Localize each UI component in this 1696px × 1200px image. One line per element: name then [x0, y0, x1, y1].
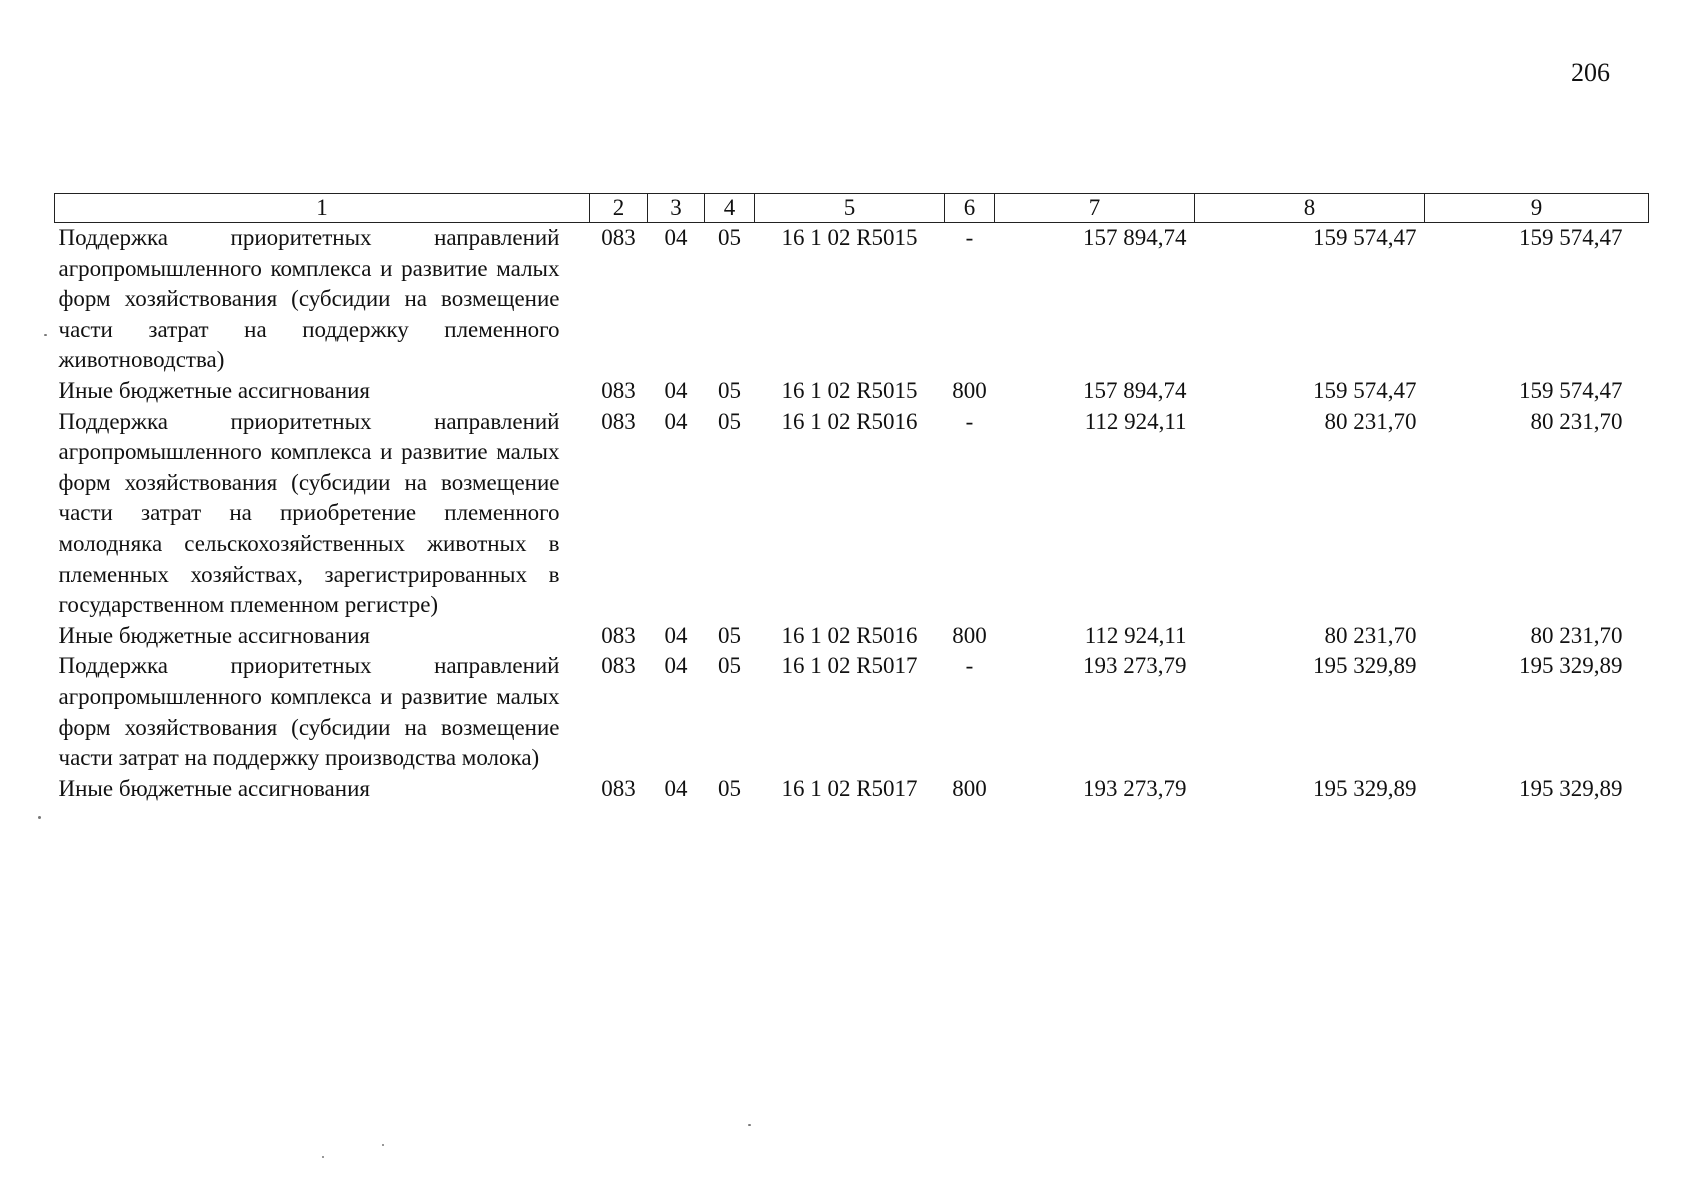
column-header: 7	[995, 194, 1195, 223]
row-description: Иные бюджетные ассигнования	[58, 775, 370, 801]
cell-code-4: 05	[718, 775, 741, 801]
row-description: Поддержка приоритетных направлений агропромышленного комплекса и развитие малых форм хозяйствования (субсидии на возмещение части затрат на поддержку племенного животноводства)	[58, 225, 560, 373]
cell-amount-7: 112 924,11	[1084, 622, 1187, 648]
row-description: Иные бюджетные ассигнования	[58, 622, 370, 648]
cell-amount-7: 157 894,74	[1083, 225, 1187, 250]
column-header: 1	[55, 194, 590, 223]
cell-code-4: 05	[718, 408, 741, 434]
cell-amount-9: 159 574,47	[1519, 225, 1623, 250]
cell-amount-9: 195 329,89	[1519, 653, 1623, 679]
cell-amount-8: 159 574,47	[1313, 377, 1417, 403]
cell-code-5: 16 1 02 R5015	[781, 225, 918, 250]
cell-amount-8: 80 231,70	[1324, 622, 1417, 648]
cell-amount-9: 159 574,47	[1519, 377, 1623, 403]
column-header: 5	[755, 194, 945, 223]
cell-code-5: 16 1 02 R5015	[781, 377, 918, 403]
table-row	[55, 621, 1649, 652]
cell-code-5: 16 1 02 R5017	[781, 653, 918, 679]
cell-code-3: 04	[664, 408, 688, 434]
cell-code-4: 05	[718, 225, 741, 250]
column-header: 3	[648, 194, 705, 223]
cell-code-3: 04	[664, 775, 688, 801]
table-row	[55, 376, 1649, 407]
cell-code-6: -	[965, 408, 974, 434]
column-header: 4	[705, 194, 755, 223]
cell-code-3: 04	[664, 225, 688, 250]
cell-code-3: 04	[664, 622, 688, 648]
cell-code-6: 800	[952, 377, 987, 403]
cell-code-3: 04	[664, 653, 688, 679]
cell-amount-8: 80 231,70	[1324, 408, 1417, 434]
cell-code-2: 083	[601, 775, 636, 801]
cell-code-2: 083	[601, 622, 636, 648]
cell-code-2: 083	[601, 408, 636, 434]
budget-table	[54, 193, 1649, 804]
row-description: Иные бюджетные ассигнования	[58, 377, 370, 403]
column-header: 2	[590, 194, 648, 223]
cell-code-4: 05	[718, 622, 741, 648]
cell-code-3: 04	[664, 377, 688, 403]
table-row	[55, 774, 1649, 805]
cell-amount-8: 195 329,89	[1313, 653, 1417, 679]
table-row	[55, 407, 1649, 621]
cell-code-2: 083	[601, 653, 636, 679]
cell-code-4: 05	[718, 653, 741, 679]
cell-amount-9: 195 329,89	[1519, 775, 1623, 801]
cell-code-5: 16 1 02 R5016	[781, 622, 918, 648]
table-header-row	[55, 194, 1649, 223]
table-row	[55, 223, 1649, 376]
column-header: 9	[1425, 194, 1649, 223]
cell-amount-8: 195 329,89	[1313, 775, 1417, 801]
cell-code-6: -	[965, 225, 974, 250]
row-description: Поддержка приоритетных направлений агропромышленного комплекса и развитие малых форм хозяйствования (субсидии на возмещение части затрат на поддержку производства молока)	[58, 653, 560, 771]
cell-amount-7: 193 273,79	[1083, 775, 1187, 801]
cell-amount-9: 80 231,70	[1530, 622, 1623, 648]
cell-amount-9: 80 231,70	[1530, 408, 1623, 434]
cell-amount-7: 193 273,79	[1083, 653, 1187, 679]
column-header: 6	[945, 194, 995, 223]
cell-code-4: 05	[718, 377, 741, 403]
cell-amount-8: 159 574,47	[1313, 225, 1417, 250]
cell-code-6: -	[965, 653, 974, 679]
cell-code-2: 083	[601, 225, 636, 250]
column-header: 8	[1195, 194, 1425, 223]
cell-code-6: 800	[952, 775, 987, 801]
cell-amount-7: 112 924,11	[1084, 408, 1187, 434]
cell-code-5: 16 1 02 R5016	[781, 408, 918, 434]
row-description: Поддержка приоритетных направлений агропромышленного комплекса и развитие малых форм хозяйствования (субсидии на возмещение части затрат на приобретение племенного молодняка сельскохозяйственных животных в племенных хозяйствах, зарегистрированных в государственном племенном регистре)	[58, 408, 560, 618]
cell-amount-7: 157 894,74	[1083, 377, 1187, 403]
page-number: 206	[1571, 58, 1610, 87]
cell-code-6: 800	[952, 622, 987, 648]
cell-code-2: 083	[601, 377, 636, 403]
table-row	[55, 651, 1649, 773]
cell-code-5: 16 1 02 R5017	[781, 775, 918, 801]
